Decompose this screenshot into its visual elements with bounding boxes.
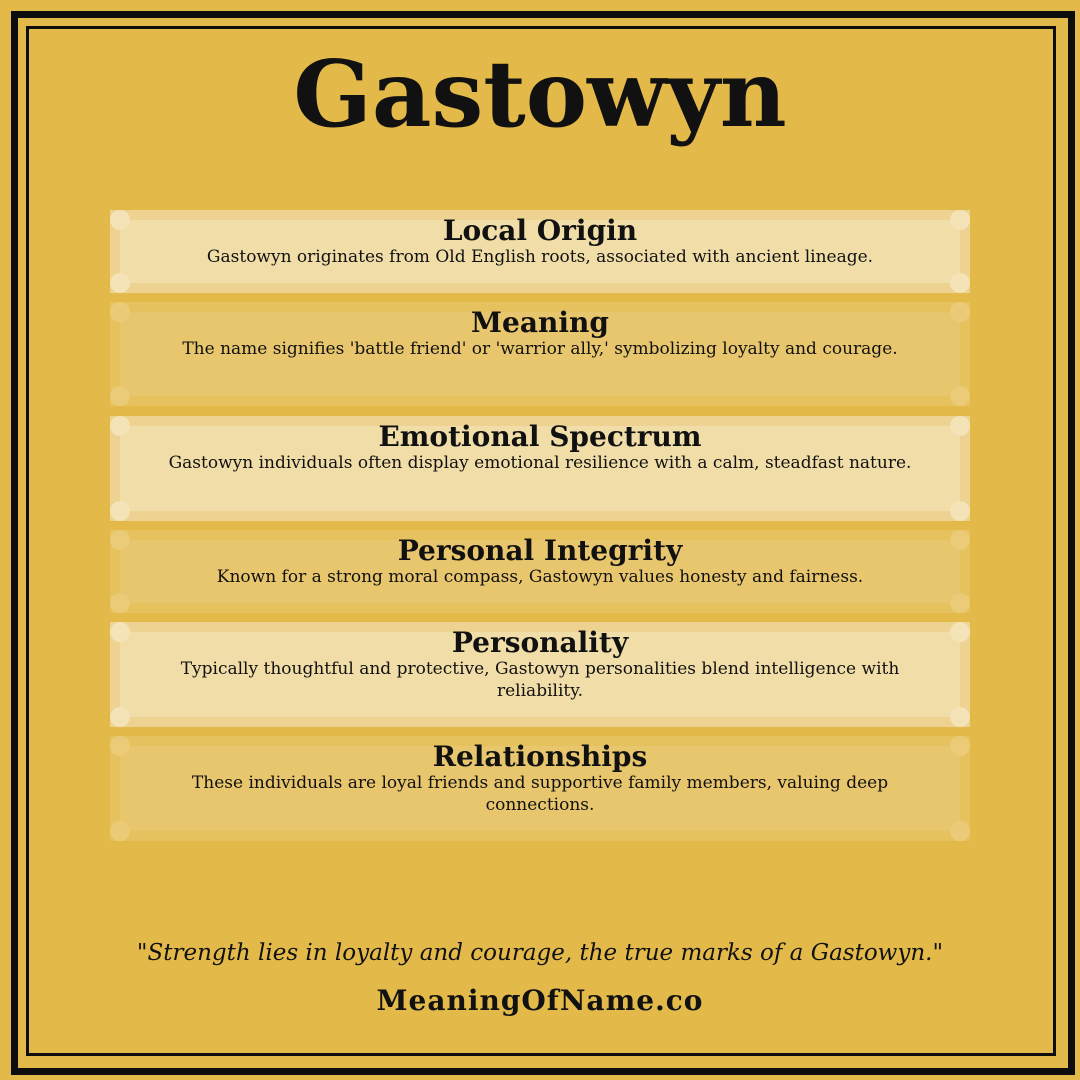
- card-text: The name signifies 'battle friend' or 'warrior ally,' symbolizing loyalty and courage.: [182, 339, 898, 359]
- card-local-origin: [110, 210, 970, 293]
- corner-dot: [950, 593, 970, 613]
- corner-dot: [950, 821, 970, 841]
- corner-dot: [110, 593, 130, 613]
- corner-dot: [110, 501, 130, 521]
- card-text: Typically thoughtful and protective, Gastowyn personalities blend intelligence with reliability.: [180, 659, 900, 701]
- card-heading: Emotional Spectrum: [378, 420, 702, 453]
- card-text: Known for a strong moral compass, Gastowyn values honesty and fairness.: [216, 567, 864, 587]
- corner-dot: [110, 273, 130, 293]
- card-heading: Local Origin: [442, 214, 638, 247]
- corner-dot: [950, 273, 970, 293]
- card-text: These individuals are loyal friends and supportive family members, valuing deep connections.: [191, 773, 889, 815]
- site-name: MeaningOfName.co: [376, 984, 704, 1017]
- card-heading: Personality: [451, 626, 629, 659]
- corner-dot: [110, 386, 130, 406]
- corner-dot: [950, 501, 970, 521]
- corner-dot: [110, 707, 130, 727]
- card-emotional-spectrum: [110, 416, 970, 521]
- card-personal-integrity: [110, 530, 970, 613]
- quote: "Strength lies in loyalty and courage, the true marks of a Gastowyn.": [136, 940, 944, 966]
- card-text: Gastowyn individuals often display emotional resilience with a calm, steadfast nature.: [168, 453, 912, 473]
- card-relationships: [110, 736, 970, 841]
- card-heading: Personal Integrity: [397, 534, 683, 567]
- card-heading: Relationships: [432, 740, 648, 773]
- card-meaning: [110, 302, 970, 406]
- card-text: Gastowyn originates from Old English roots, associated with ancient lineage.: [206, 247, 874, 267]
- corner-dot: [950, 707, 970, 727]
- corner-dot: [110, 821, 130, 841]
- page-title: Gastowyn: [293, 40, 787, 148]
- card-heading: Meaning: [471, 306, 609, 339]
- card-personality: [110, 622, 970, 727]
- corner-dot: [950, 386, 970, 406]
